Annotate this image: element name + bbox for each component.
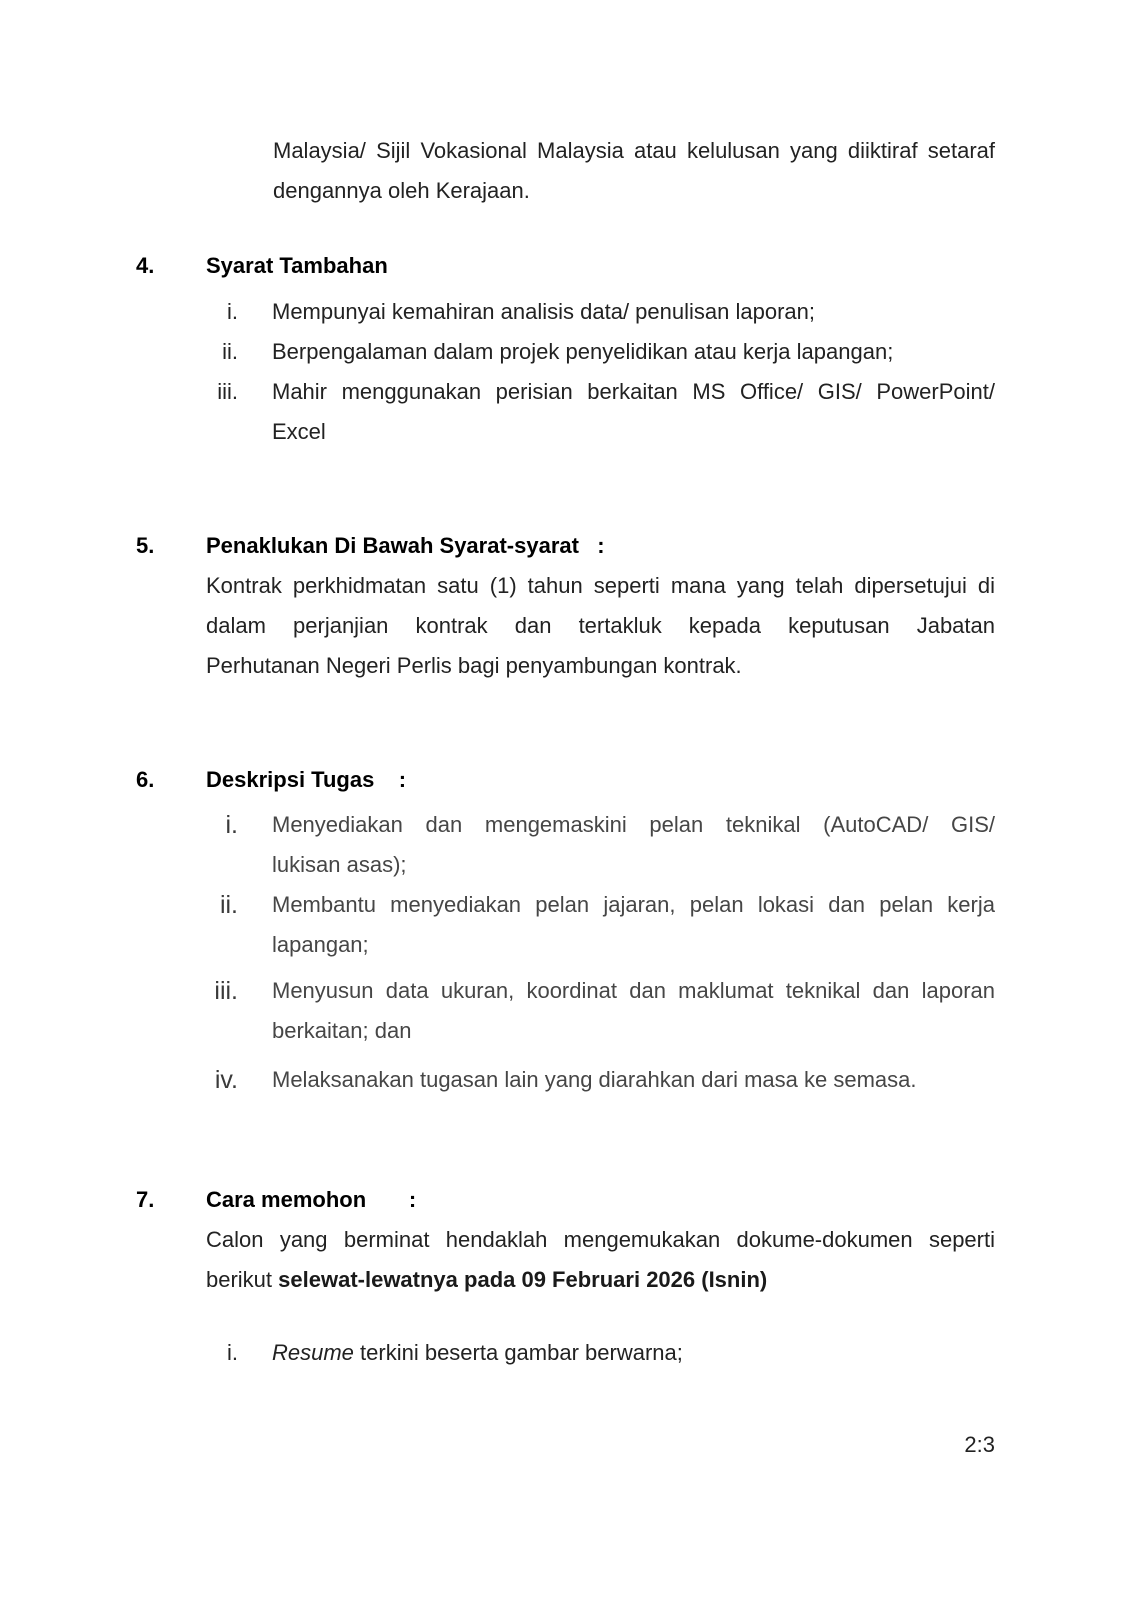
item-line: Membantu menyediakan pelan jajaran, pelan lokasi dan pelan kerja: [272, 892, 995, 917]
item-marker: ii.: [219, 891, 238, 919]
list-item: [136, 885, 995, 965]
paragraph-text: berikut: [206, 1267, 279, 1292]
item-marker: i.: [227, 1340, 238, 1365]
paragraph-line: Calon yang berminat hendaklah mengemukakan dokume-dokumen seperti: [206, 1227, 995, 1252]
item-line: Excel: [272, 419, 326, 444]
heading-number: 7.: [136, 1187, 155, 1212]
item-text: [272, 1060, 995, 1100]
heading-number: 6.: [136, 767, 155, 792]
item-text: [272, 805, 995, 885]
paragraph-line: dalam perjanjian kontrak dan tertakluk kepada keputusan Jabatan: [206, 613, 995, 638]
resume-rest-text: terkini beserta gambar berwarna;: [353, 1340, 683, 1365]
item-line: [272, 1333, 995, 1373]
list-item: [136, 372, 995, 452]
item-line: berkaitan; dan: [272, 1018, 412, 1043]
item-marker: iv.: [214, 1066, 238, 1094]
paragraph-line: Kontrak perkhidmatan satu (1) tahun seperti mana yang telah dipersetujui di: [206, 573, 995, 598]
heading-title: Penaklukan Di Bawah Syarat-syarat :: [206, 533, 605, 558]
section-5-paragraph: [206, 566, 995, 686]
item-text: [272, 292, 995, 332]
section-6-heading: [136, 760, 995, 800]
paragraph-line: Perhutanan Negeri Perlis bagi penyambungan kontrak.: [206, 653, 742, 678]
list-item: [136, 292, 995, 332]
section-4-list: [136, 292, 995, 452]
list-item: [136, 1060, 995, 1100]
heading-title: Syarat Tambahan: [206, 253, 388, 278]
deadline-bold-text: selewat-lewatnya pada 09 Februari 2026 (Isnin): [278, 1267, 768, 1292]
section-4-heading: [136, 246, 995, 286]
item-marker: iii.: [217, 379, 238, 404]
resume-italic-word: Resume: [272, 1340, 354, 1365]
item-marker: ii.: [222, 339, 238, 364]
item-text: [272, 332, 995, 372]
item-line: Mahir menggunakan perisian berkaitan MS Office/ GIS/ PowerPoint/: [272, 379, 995, 404]
intro-line: dengannya oleh Kerajaan.: [273, 178, 530, 203]
item-text: [272, 372, 995, 452]
item-marker: i.: [227, 299, 238, 324]
item-line: Mempunyai kemahiran analisis data/ penulisan laporan;: [272, 299, 815, 324]
section-5-heading: [136, 526, 995, 566]
heading-title: Cara memohon :: [206, 1187, 417, 1212]
item-text: [272, 971, 995, 1051]
item-text: [272, 885, 995, 965]
section-7-paragraph: [206, 1220, 995, 1300]
item-marker: iii.: [214, 977, 238, 1005]
intro-line: Malaysia/ Sijil Vokasional Malaysia atau kelulusan yang diiktiraf setaraf: [273, 138, 995, 163]
heading-title: Deskripsi Tugas :: [206, 767, 407, 792]
heading-number: 4.: [136, 253, 155, 278]
item-line: Menyusun data ukuran, koordinat dan maklumat teknikal dan laporan: [272, 978, 995, 1003]
item-text: [272, 1333, 995, 1373]
section-6-list: [136, 805, 995, 1100]
list-item: [136, 805, 995, 885]
item-line: Menyediakan dan mengemaskini pelan teknikal (AutoCAD/ GIS/: [272, 812, 995, 837]
item-line: lapangan;: [272, 932, 369, 957]
list-item: [136, 971, 995, 1051]
item-line: lukisan asas);: [272, 852, 407, 877]
heading-number: 5.: [136, 533, 155, 558]
resume-item: [136, 1333, 995, 1373]
section-7-heading: [136, 1180, 995, 1220]
item-line: Berpengalaman dalam projek penyelidikan atau kerja lapangan;: [272, 339, 894, 364]
list-item: [136, 332, 995, 372]
page-number: 2:3: [964, 1432, 995, 1457]
intro-paragraph: [273, 131, 995, 211]
item-marker: i.: [225, 811, 238, 839]
item-line: Melaksanakan tugasan lain yang diarahkan dari masa ke semasa.: [272, 1067, 917, 1092]
paragraph-line: [206, 1260, 995, 1300]
